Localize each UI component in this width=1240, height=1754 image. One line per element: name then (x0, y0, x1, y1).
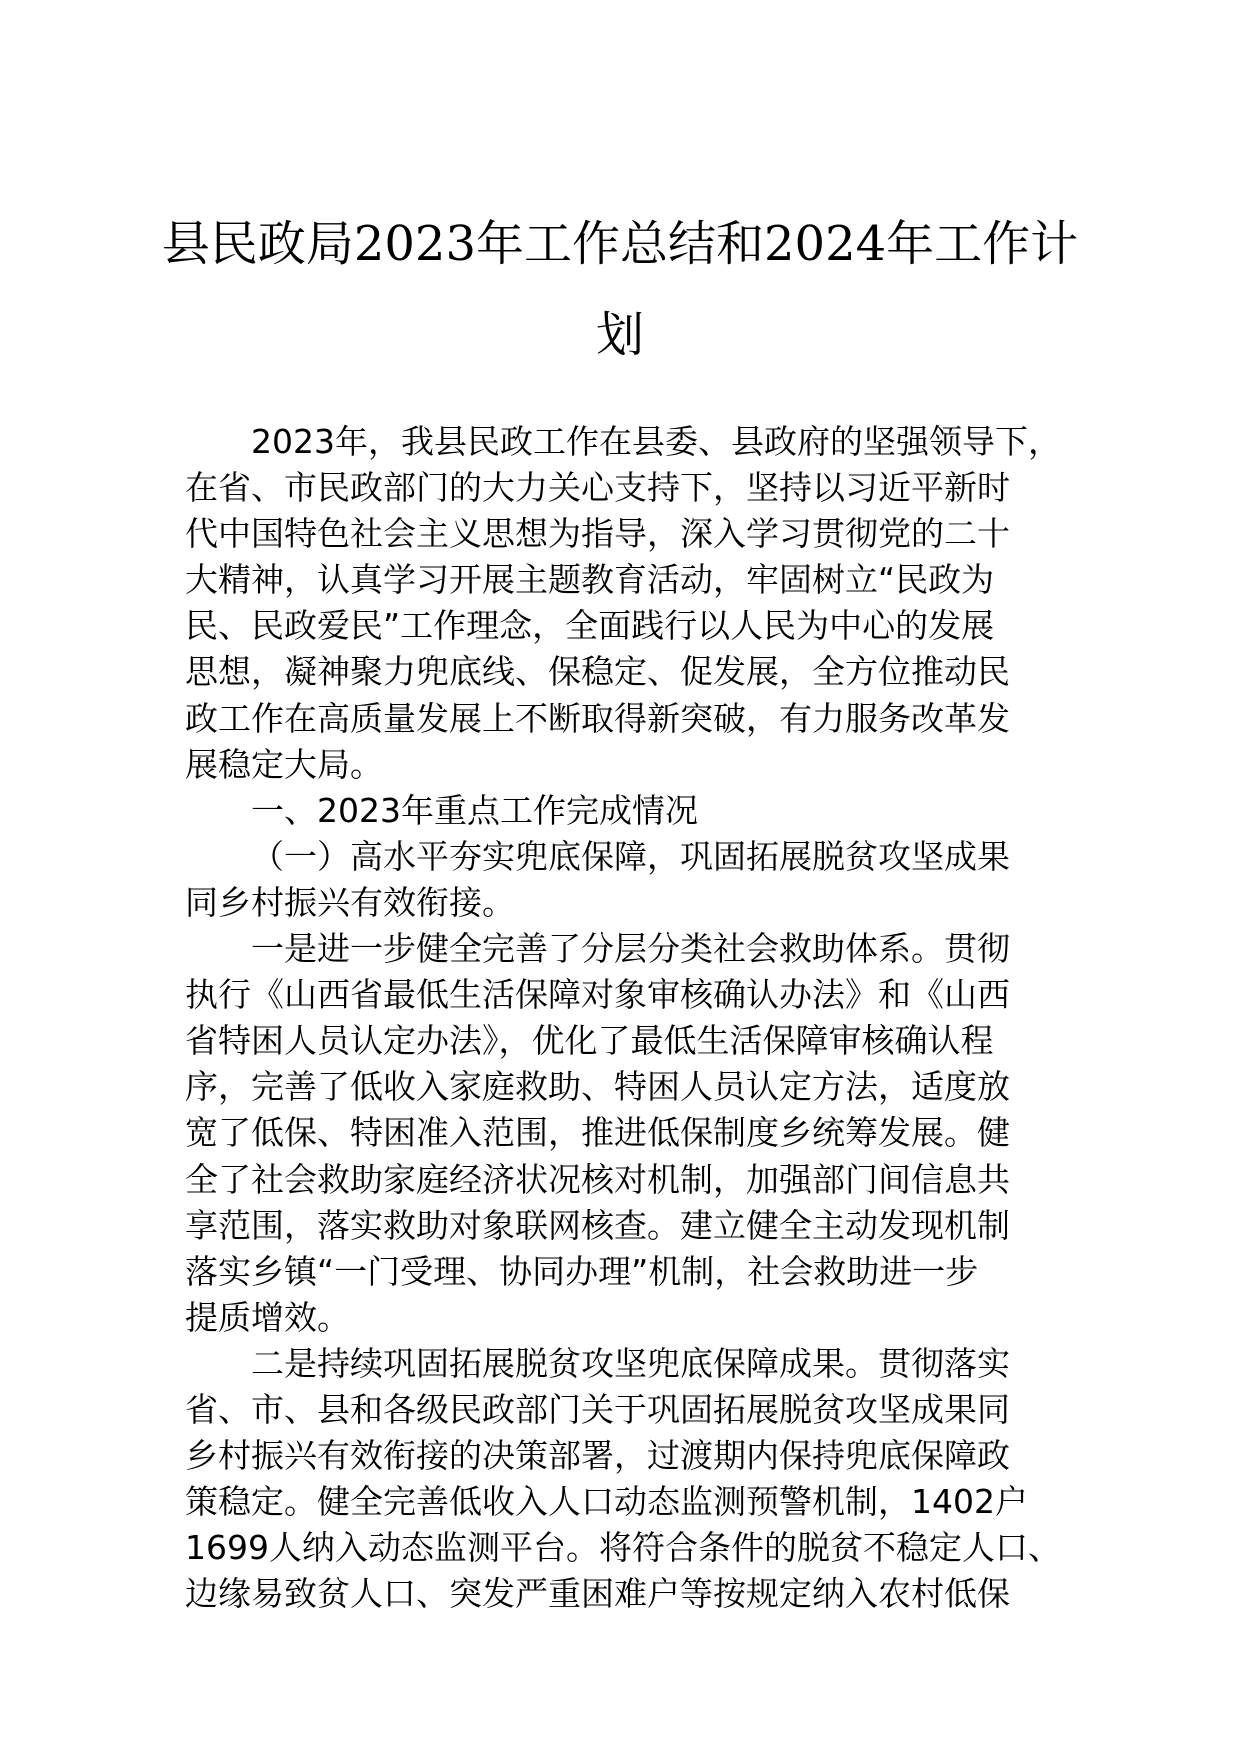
subsection-heading-continued: 同乡村振兴有效衔接。 (185, 882, 515, 922)
paragraph-line: 享范围，落实救助对象联网核查。建立健全主动发现机制 (185, 1205, 1010, 1245)
paragraph-line: 代中国特色社会主义思想为指导，深入学习贯彻党的二十 (185, 514, 1010, 554)
paragraph-line: 1699人纳入动态监测平台。将符合条件的脱贫不稳定人口、 (185, 1528, 1061, 1568)
paragraph-line: 乡村振兴有效衔接的决策部署，过渡期内保持兜底保障政 (185, 1436, 1010, 1476)
paragraph-line: 全了社会救助家庭经济状况核对机制，加强部门间信息共 (185, 1159, 1010, 1199)
paragraph-line: 省、市、县和各级民政部门关于巩固拓展脱贫攻坚成果同 (185, 1389, 1010, 1429)
paragraph-line: 思想，凝神聚力兜底线、保稳定、促发展，全方位推动民 (185, 652, 1010, 692)
document-title-line-2: 划 (595, 307, 644, 363)
paragraph-line: 大精神，认真学习开展主题教育活动，牢固树立“民政为 (185, 560, 995, 600)
paragraph-line: 落实乡镇“一门受理、协同办理”机制，社会救助进一步 (185, 1251, 979, 1291)
document-title-line-1: 县民政局2023年工作总结和2024年工作计 (161, 216, 1079, 272)
paragraph-line: 边缘易致贫人口、突发严重困难户等按规定纳入农村低保 (185, 1574, 1010, 1614)
paragraph-line: 一是进一步健全完善了分层分类社会救助体系。贯彻 (251, 929, 1010, 969)
paragraph-line: 执行《山西省最低生活保障对象审核确认办法》和《山西 (185, 975, 1010, 1015)
paragraph-line: 提质增效。 (185, 1297, 350, 1337)
paragraph-line: 政工作在高质量发展上不断取得新突破，有力服务改革发 (185, 698, 1010, 738)
paragraph-line: 省特困人员认定办法》，优化了最低生活保障审核确认程 (185, 1021, 994, 1061)
paragraph-line: 2023年，我县民政工作在县委、县政府的坚强领导下， (251, 422, 1061, 461)
paragraph-line: 展稳定大局。 (185, 744, 383, 784)
paragraph-line: 序，完善了低收入家庭救助、特困人员认定方法，适度放 (185, 1067, 1010, 1107)
paragraph-line: 民、民政爱民”工作理念，全面践行以人民为中心的发展 (185, 606, 995, 646)
document-body (185, 419, 1065, 1617)
paragraph-line: 宽了低保、特困准入范围，推进低保制度乡统筹发展。健 (185, 1113, 1010, 1153)
paragraph-line: 策稳定。健全完善低收入人口动态监测预警机制，1402户 (185, 1482, 1028, 1522)
section-heading: 一、2023年重点工作完成情况 (251, 790, 698, 830)
paragraph-line: 二是持续巩固拓展脱贫攻坚兜底保障成果。贯彻落实 (251, 1343, 1010, 1383)
paragraph-line: 在省、市民政部门的大力关心支持下，坚持以习近平新时 (185, 468, 1010, 508)
subsection-heading: （一）高水平夯实兜底保障，巩固拓展脱贫攻坚成果 (251, 836, 1010, 876)
